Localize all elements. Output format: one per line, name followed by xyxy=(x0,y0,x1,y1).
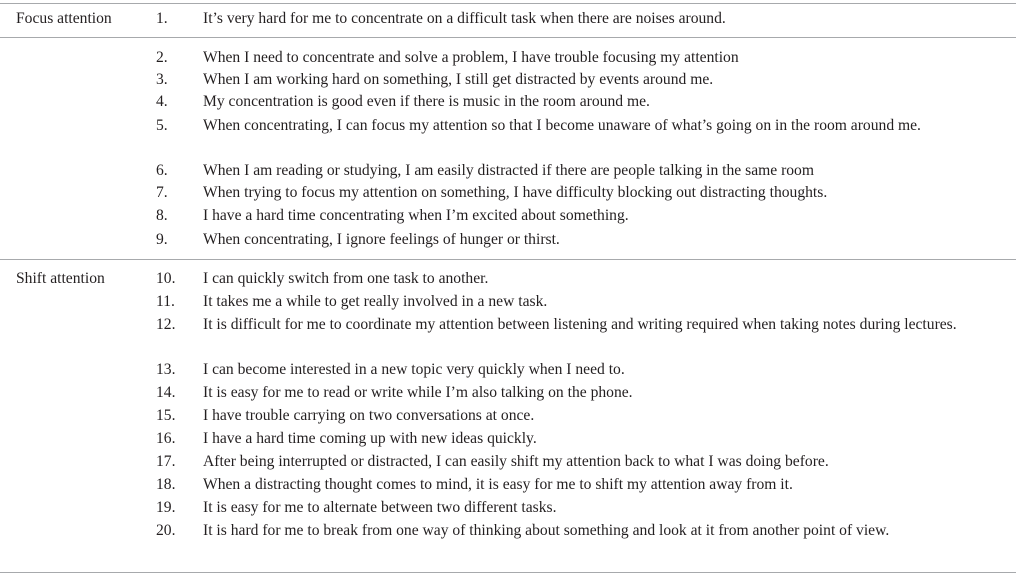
item-number: 12. xyxy=(156,316,176,333)
row-divider xyxy=(0,259,1016,260)
item-number: 16. xyxy=(156,430,176,447)
item-text: I can become interested in a new topic very quickly when I need to. xyxy=(203,361,625,378)
item-number: 19. xyxy=(156,499,176,516)
item-number: 7. xyxy=(156,184,168,201)
item-text: When I need to concentrate and solve a problem, I have trouble focusing my attention xyxy=(203,49,739,66)
item-text: It is easy for me to read or write while I’m also talking on the phone. xyxy=(203,384,633,401)
item-number: 1. xyxy=(156,10,168,27)
item-text: It takes me a while to get really involved in a new task. xyxy=(203,293,548,310)
item-number: 17. xyxy=(156,453,176,470)
item-text: My concentration is good even if there is music in the room around me. xyxy=(203,93,650,110)
item-number: 15. xyxy=(156,407,176,424)
row-divider xyxy=(0,37,1016,38)
item-number: 8. xyxy=(156,207,168,224)
item-text: When a distracting thought comes to mind, it is easy for me to shift my attention away from it. xyxy=(203,476,793,493)
item-text: It’s very hard for me to concentrate on a difficult task when there are noises around. xyxy=(203,10,726,27)
item-text: When I am reading or studying, I am easily distracted if there are people talking in the same room xyxy=(203,162,814,179)
item-text: It is difficult for me to coordinate my attention between listening and writing required when taking notes during lectures. xyxy=(203,316,957,333)
table-top-rule xyxy=(0,3,1016,4)
item-text: I have trouble carrying on two conversations at once. xyxy=(203,407,535,424)
item-text: I have a hard time coming up with new ideas quickly. xyxy=(203,430,537,447)
item-number: 18. xyxy=(156,476,176,493)
category-focus-attention: Focus attention xyxy=(16,10,112,27)
item-number: 13. xyxy=(156,361,176,378)
item-number: 20. xyxy=(156,522,176,539)
item-text: I can quickly switch from one task to another. xyxy=(203,270,489,287)
item-text: It is easy for me to alternate between two different tasks. xyxy=(203,499,557,516)
category-shift-attention: Shift attention xyxy=(16,270,105,287)
item-number: 9. xyxy=(156,231,168,248)
item-text: When concentrating, I ignore feelings of hunger or thirst. xyxy=(203,231,560,248)
item-text: I have a hard time concentrating when I’m excited about something. xyxy=(203,207,629,224)
item-number: 5. xyxy=(156,117,168,134)
item-text: When I am working hard on something, I still get distracted by events around me. xyxy=(203,71,714,88)
item-number: 6. xyxy=(156,162,168,179)
item-number: 4. xyxy=(156,93,168,110)
item-text: It is hard for me to break from one way of thinking about something and look at it from another point of view. xyxy=(203,522,890,539)
item-number: 10. xyxy=(156,270,176,287)
item-text: When concentrating, I can focus my attention so that I become unaware of what’s going on in the room around me. xyxy=(203,117,921,134)
item-number: 14. xyxy=(156,384,176,401)
item-number: 11. xyxy=(156,293,175,310)
item-text: After being interrupted or distracted, I can easily shift my attention back to what I was doing before. xyxy=(203,453,829,470)
item-number: 2. xyxy=(156,49,168,66)
item-text: When trying to focus my attention on something, I have difficulty blocking out distracting thoughts. xyxy=(203,184,828,201)
item-number: 3. xyxy=(156,71,168,88)
table-bottom-rule xyxy=(0,572,1016,573)
